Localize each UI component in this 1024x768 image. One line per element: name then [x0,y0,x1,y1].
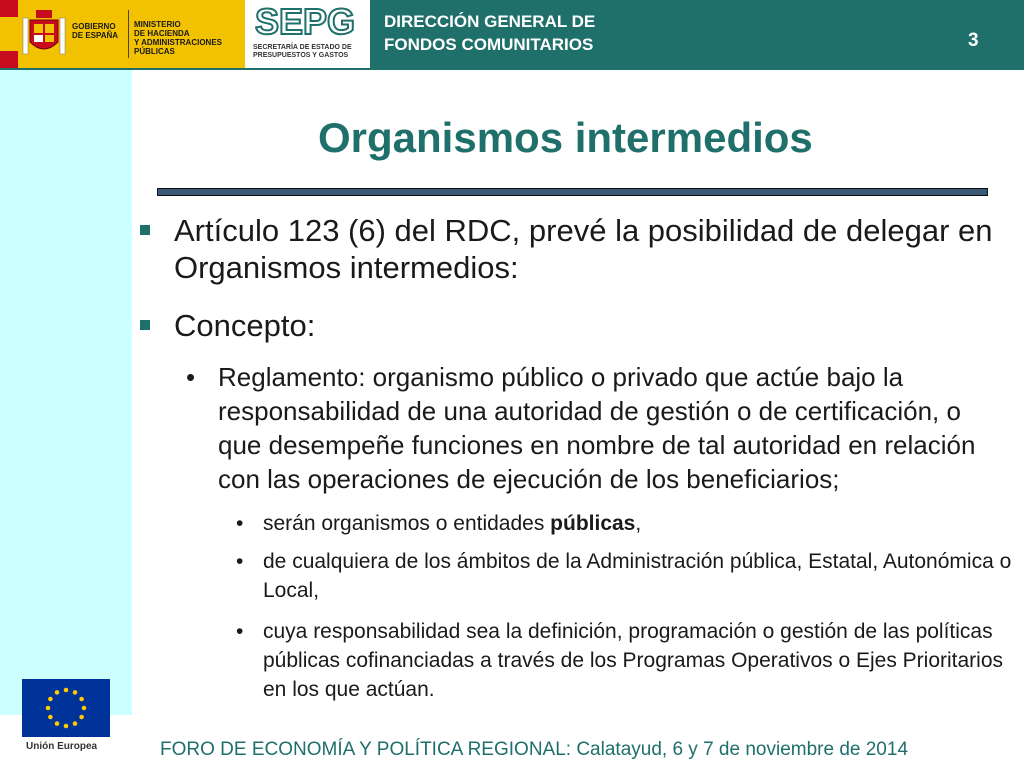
page-number: 3 [968,30,979,51]
sepg-line-1: SECRETARÍA DE ESTADO DE [253,44,352,51]
bullet-text: Concepto: [174,308,316,343]
subsub-text-pre: serán organismos o entidades [263,512,551,535]
gobierno-logo [0,0,245,68]
direccion-general-title [384,10,595,56]
gov-line-1: GOBIERNO [72,22,116,31]
title-divider [157,188,988,196]
sepg-logo [245,0,370,68]
square-bullet-icon [140,225,150,235]
subsub-bullet-text: cuya responsabilidad sea la definición, programación o gestión de las políticas públicas cofinanciadas a través de los Programas Operativos o Ejes Prioritarios en los que actúan. [263,620,1004,701]
eu-flag-icon [22,679,110,737]
bullet-text: Artículo 123 (6) del RDC, prevé la posibilidad de delegar en Organismos intermedios: [174,213,993,285]
dot-bullet: • [236,620,244,643]
eu-label: Unión Europea [26,741,98,752]
dot-bullet: • [236,550,244,573]
sepg-line-2: PRESUPUESTOS Y GASTOS [253,52,349,59]
ministry-line-2: DE HACIENDA [134,29,190,38]
ministry-line-3: Y ADMINISTRACIONES PÚBLICAS [134,38,223,56]
ministry-line-1: MINISTERIO [134,20,181,29]
spain-flag-stripe [0,0,18,68]
slide-title: Organismos intermedios [318,114,813,161]
dot-bullet: • [236,512,244,535]
ministerio-text [134,20,245,56]
left-decorative-band [0,70,132,715]
spain-crest-icon [22,8,66,60]
sepg-logo-text: SEPG [255,4,356,38]
gobierno-text [72,22,118,40]
subsub-text-post: , [635,512,642,535]
footer-text: FORO DE ECONOMÍA Y POLÍTICA REGIONAL: Calatayud, 6 y 7 de noviembre de 2014 [160,739,909,760]
dg-line-2: FONDOS COMUNITARIOS [384,35,594,54]
sepg-wordmark [253,4,363,38]
subsub-bullet-text: de cualquiera de los ámbitos de la Administración pública, Estatal, Autonómica o Local, [263,550,1012,602]
subsub-bullet-text [263,509,1023,538]
sepg-subtitle [253,44,352,60]
dg-line-1: DIRECCIÓN GENERAL DE [384,12,596,31]
gov-line-2: DE ESPAÑA [72,31,119,40]
sub-bullet-text: Reglamento: organismo público o privado que actúe bajo la responsabilidad de una autoridad de gestión o de certificación, o que desempeñe funciones en nombre de tal autoridad en relación con las operaciones de ejecución de los beneficiarios; [218,362,976,494]
square-bullet-icon [140,320,150,330]
header-bar [0,0,1024,70]
dot-bullet: • [186,362,196,392]
subsub-text-bold: públicas [550,512,636,535]
logo-divider [128,10,129,58]
